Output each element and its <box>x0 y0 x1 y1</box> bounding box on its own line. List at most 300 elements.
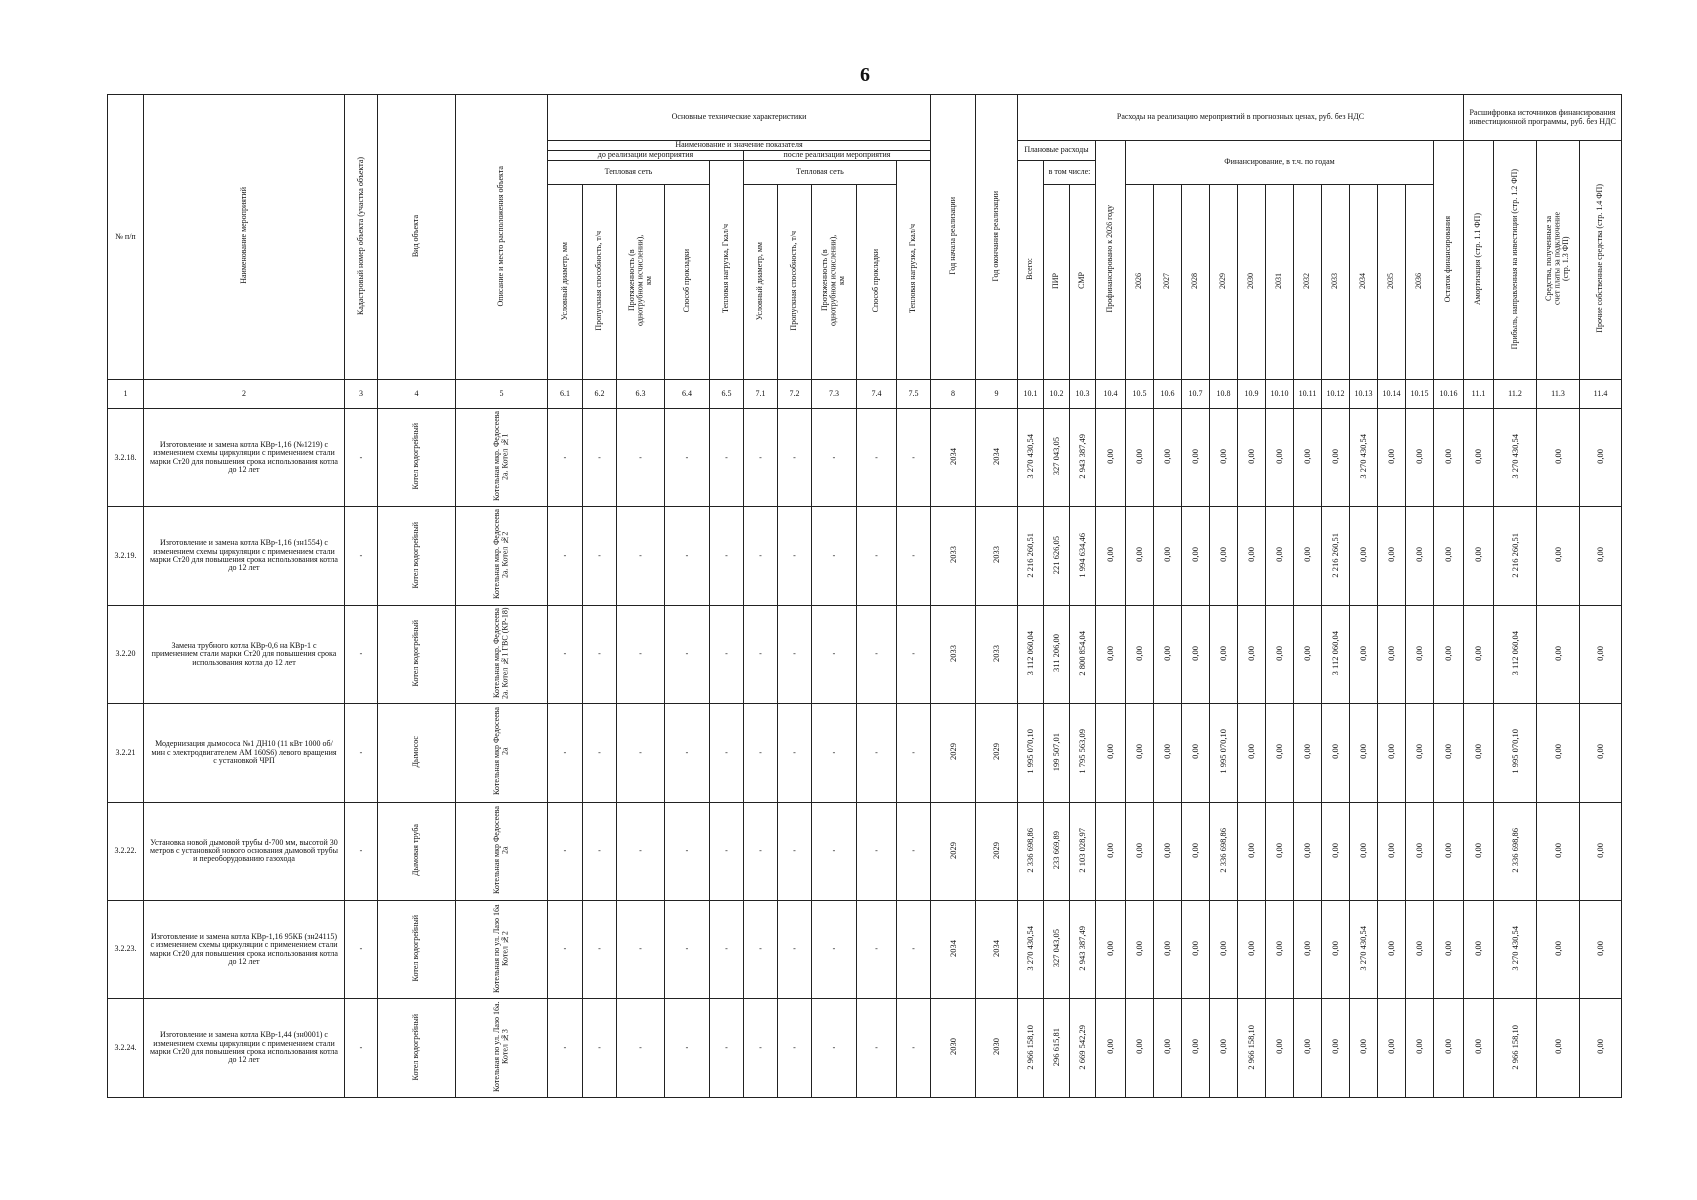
source-profit: 1 995 070,10 <box>1509 729 1520 774</box>
year-financing: 0,00 <box>1134 744 1145 760</box>
year-financing-cell <box>1266 704 1294 802</box>
tech-value: - <box>710 409 744 507</box>
source-other-own-cell <box>1580 507 1622 605</box>
year-financing-cell <box>1350 605 1378 703</box>
end-year-cell <box>976 900 1018 998</box>
tech-value: - <box>812 704 857 802</box>
object-type-cell <box>378 999 456 1097</box>
planned-total: 3 112 060,04 <box>1025 631 1036 676</box>
planned-smr-cell <box>1070 900 1096 998</box>
planned-smr-cell <box>1070 802 1096 900</box>
planned-smr: 2 943 387,49 <box>1077 434 1088 479</box>
end-year: 2033 <box>991 644 1002 662</box>
year-financing-cell <box>1182 802 1210 900</box>
year-financing: 0,00 <box>1358 842 1369 858</box>
object-type-cell <box>378 605 456 703</box>
source-amortization-cell <box>1464 409 1494 507</box>
tech-value: - <box>617 999 665 1097</box>
hdr-after: после реализации мероприятия <box>744 151 931 161</box>
year-financing-cell <box>1350 999 1378 1097</box>
hdr-total: Всего: <box>1018 161 1044 380</box>
start-year-cell <box>931 999 976 1097</box>
source-amortization: 0,00 <box>1473 547 1484 563</box>
hdr-year: 2027 <box>1154 185 1182 380</box>
hdr-year: 2032 <box>1294 185 1322 380</box>
object-location: Котельная мкр Федосеева 2а <box>492 806 510 895</box>
financed-prior: 0,00 <box>1105 842 1116 858</box>
column-number: 1 <box>108 380 144 409</box>
source-other-own-cell <box>1580 605 1622 703</box>
hdr-length-before: Протяженность (в однотрубном исчислении), км <box>617 185 665 380</box>
financed-prior: 0,00 <box>1105 744 1116 760</box>
year-financing: 0,00 <box>1190 547 1201 563</box>
column-number: 10.1 <box>1018 380 1044 409</box>
year-financing: 0,00 <box>1190 744 1201 760</box>
tech-value: - <box>744 409 778 507</box>
table-row <box>108 409 1622 507</box>
cadastral-number: - <box>345 900 378 998</box>
hdr-year: 2034 <box>1350 185 1378 380</box>
remainder-cell <box>1434 802 1464 900</box>
object-location: Котельная по ул. Лазо 16а Котел №2 <box>492 904 510 993</box>
year-financing-cell <box>1350 802 1378 900</box>
year-financing-cell <box>1182 409 1210 507</box>
tech-value: - <box>857 802 897 900</box>
tech-value: - <box>710 507 744 605</box>
year-financing-cell <box>1378 704 1406 802</box>
tech-value: - <box>665 507 710 605</box>
year-financing: 0,00 <box>1330 744 1341 760</box>
tech-value: - <box>857 999 897 1097</box>
planned-total-cell <box>1018 802 1044 900</box>
planned-total: 2 216 260,51 <box>1025 532 1036 578</box>
source-connection-fee-cell <box>1537 605 1580 703</box>
hdr-heat-network-after: Тепловая сеть <box>744 161 897 185</box>
year-financing: 0,00 <box>1162 941 1173 956</box>
year-financing-cell <box>1210 409 1238 507</box>
year-financing: 0,00 <box>1218 941 1229 956</box>
year-financing: 3 270 430,54 <box>1358 434 1369 479</box>
hdr-heat-load-after: Тепловая нагрузка, Гкал/ч <box>897 161 931 380</box>
year-financing: 2 216 260,51 <box>1330 532 1341 578</box>
year-financing-cell <box>1406 999 1434 1097</box>
column-number: 3 <box>345 380 378 409</box>
object-location-cell <box>456 900 548 998</box>
year-financing-cell <box>1266 409 1294 507</box>
start-year-cell <box>931 409 976 507</box>
planned-smr: 2 103 028,97 <box>1077 827 1088 873</box>
year-financing: 3 112 060,04 <box>1330 631 1341 676</box>
object-location-cell <box>456 999 548 1097</box>
column-number: 10.16 <box>1434 380 1464 409</box>
tech-value: - <box>617 409 665 507</box>
hdr-other-own: Прочие собственные средства (стр. 1.4 ФП) <box>1580 141 1622 380</box>
year-financing: 0,00 <box>1246 842 1257 858</box>
tech-value: - <box>583 409 617 507</box>
planned-smr-cell <box>1070 704 1096 802</box>
column-number-row <box>108 380 1622 409</box>
source-amortization: 0,00 <box>1473 941 1484 956</box>
year-financing-cell <box>1350 900 1378 998</box>
year-financing-cell <box>1126 704 1154 802</box>
start-year-cell <box>931 802 976 900</box>
hdr-smr: СМР <box>1070 185 1096 380</box>
row-number: 3.2.23. <box>108 900 144 998</box>
planned-pir: 327 043,05 <box>1051 929 1062 968</box>
hdr-no: № п/п <box>108 95 144 380</box>
source-amortization-cell <box>1464 605 1494 703</box>
year-financing-cell <box>1154 999 1182 1097</box>
remainder: 0,00 <box>1443 645 1454 661</box>
year-financing-cell <box>1406 409 1434 507</box>
tech-value: - <box>778 900 812 998</box>
financed-prior-cell <box>1096 605 1126 703</box>
object-type: Котел водогрейный <box>411 915 421 982</box>
measure-name: Установка новой дымовой трубы d-700 мм, высотой 30 метров с установкой нового основания дымовой трубы и переоборудованию газохода <box>144 802 345 900</box>
tech-value: - <box>778 409 812 507</box>
source-connection-fee-cell <box>1537 409 1580 507</box>
planned-total-cell <box>1018 999 1044 1097</box>
remainder-cell <box>1434 704 1464 802</box>
source-profit: 3 270 430,54 <box>1509 434 1520 479</box>
hdr-expenses-group: Расходы на реализацию мероприятий в прогнозных ценах, руб. без НДС <box>1018 95 1464 141</box>
object-type-cell <box>378 900 456 998</box>
year-financing: 0,00 <box>1414 941 1425 956</box>
year-financing: 0,00 <box>1414 1039 1425 1055</box>
hdr-laying-before: Способ прокладки <box>665 185 710 380</box>
planned-smr: 1 795 563,09 <box>1077 729 1088 774</box>
year-financing-cell <box>1406 900 1434 998</box>
object-location: Котельная мкр. Федосеева 2а. Котел №1 <box>492 411 510 502</box>
year-financing: 0,00 <box>1330 449 1341 464</box>
year-financing-cell <box>1294 507 1322 605</box>
year-financing: 0,00 <box>1218 449 1229 464</box>
column-number: 11.2 <box>1494 380 1537 409</box>
source-amortization: 0,00 <box>1473 842 1484 858</box>
year-financing: 0,00 <box>1302 842 1313 858</box>
planned-pir-cell <box>1044 999 1070 1097</box>
planned-smr-cell <box>1070 409 1096 507</box>
object-location: Котельная по ул. Лазо 16а. Котел №3 <box>492 1001 510 1093</box>
year-financing: 0,00 <box>1218 645 1229 661</box>
planned-smr-cell <box>1070 507 1096 605</box>
cadastral-number: - <box>345 999 378 1097</box>
year-financing-cell <box>1378 507 1406 605</box>
table-row <box>108 605 1622 703</box>
start-year-cell <box>931 900 976 998</box>
planned-pir-cell <box>1044 704 1070 802</box>
year-financing-cell <box>1266 507 1294 605</box>
object-type: Дымовая труба <box>411 824 421 876</box>
object-type: Котел водогрейный <box>411 1013 421 1081</box>
year-financing: 0,00 <box>1330 1039 1341 1055</box>
hdr-year: 2036 <box>1406 185 1434 380</box>
year-financing: 0,00 <box>1302 645 1313 661</box>
tech-value: - <box>778 507 812 605</box>
hdr-name: Наименование мероприятий <box>144 95 345 380</box>
column-number: 10.13 <box>1350 380 1378 409</box>
hdr-year: 2033 <box>1322 185 1350 380</box>
hdr-type: Вид объекта <box>378 95 456 380</box>
column-number: 10.2 <box>1044 380 1070 409</box>
measure-name: Замена трубного котла КВр-0,6 на КВр-1 с применением стали марки Ст20 для повышения срока использования котла до 12 лет <box>144 605 345 703</box>
hdr-indicator-group: Наименование и значение показателя <box>548 141 931 151</box>
year-financing-cell <box>1210 704 1238 802</box>
year-financing: 0,00 <box>1162 449 1173 464</box>
year-financing: 0,00 <box>1218 547 1229 563</box>
year-financing-cell <box>1238 507 1266 605</box>
planned-pir: 221 626,05 <box>1051 535 1062 575</box>
tech-value: - <box>744 900 778 998</box>
year-financing-cell <box>1126 507 1154 605</box>
hdr-diameter-before: Условный диаметр, мм <box>548 185 583 380</box>
source-other-own: 0,00 <box>1595 645 1606 661</box>
year-financing-cell <box>1126 409 1154 507</box>
tech-value: - <box>897 704 931 802</box>
planned-smr-cell <box>1070 999 1096 1097</box>
object-type-cell <box>378 507 456 605</box>
year-financing: 0,00 <box>1358 547 1369 563</box>
end-year-cell <box>976 409 1018 507</box>
source-amortization: 0,00 <box>1473 1039 1484 1055</box>
start-year-cell <box>931 507 976 605</box>
year-financing: 0,00 <box>1386 547 1397 563</box>
hdr-laying-after: Способ прокладки <box>857 185 897 380</box>
financed-prior-cell <box>1096 704 1126 802</box>
year-financing: 0,00 <box>1246 547 1257 563</box>
table-row <box>108 802 1622 900</box>
column-number: 6.2 <box>583 380 617 409</box>
source-other-own: 0,00 <box>1595 941 1606 956</box>
year-financing: 0,00 <box>1190 1039 1201 1055</box>
planned-pir-cell <box>1044 507 1070 605</box>
hdr-length-after: Протяженность (в однотрубном исчислении), км <box>812 185 857 380</box>
object-location-cell <box>456 507 548 605</box>
tech-value: - <box>897 507 931 605</box>
year-financing-cell <box>1406 507 1434 605</box>
column-number: 10.11 <box>1294 380 1322 409</box>
year-financing: 0,00 <box>1358 1039 1369 1055</box>
start-year: 2033 <box>947 546 958 564</box>
tech-value: - <box>897 999 931 1097</box>
end-year: 2033 <box>991 546 1002 564</box>
hdr-cadastral: Кадастровый номер объекта (участка объекта) <box>345 95 378 380</box>
source-connection-fee: 0,00 <box>1552 744 1563 760</box>
tech-value: - <box>583 704 617 802</box>
tech-value: - <box>778 704 812 802</box>
year-financing: 0,00 <box>1190 842 1201 858</box>
page-number: 6 <box>860 64 870 86</box>
financed-prior: 0,00 <box>1105 547 1116 563</box>
end-year-cell <box>976 704 1018 802</box>
year-financing: 0,00 <box>1274 645 1285 661</box>
column-number: 2 <box>144 380 345 409</box>
measure-name: Изготовление и замена котла КВр-1,44 (зн0001) с изменением схемы циркуляции с применением стали марки Ст20 для повышения срока использования котла до 12 лет <box>144 999 345 1097</box>
hdr-heat-load-before: Тепловая нагрузка, Гкал/ч <box>710 161 744 380</box>
source-profit: 3 112 060,04 <box>1509 631 1520 676</box>
tech-value: - <box>812 605 857 703</box>
year-financing: 0,00 <box>1414 744 1425 760</box>
year-financing-cell <box>1266 802 1294 900</box>
year-financing: 0,00 <box>1218 1039 1229 1055</box>
end-year: 2030 <box>991 1038 1002 1056</box>
financed-prior-cell <box>1096 999 1126 1097</box>
tech-value: - <box>812 507 857 605</box>
tech-value: - <box>710 900 744 998</box>
remainder-cell <box>1434 605 1464 703</box>
year-financing-cell <box>1154 605 1182 703</box>
year-financing-cell <box>1126 999 1154 1097</box>
start-year: 2029 <box>947 841 958 859</box>
planned-pir-cell <box>1044 900 1070 998</box>
hdr-start-year: Год начала реализации <box>931 95 976 380</box>
year-financing-cell <box>1322 507 1350 605</box>
year-financing-cell <box>1294 999 1322 1097</box>
year-financing-cell <box>1350 704 1378 802</box>
tech-value: - <box>778 802 812 900</box>
table-row <box>108 900 1622 998</box>
hdr-by-years: Финансирование, в т.ч. по годам <box>1126 141 1434 185</box>
remainder-cell <box>1434 409 1464 507</box>
hdr-sources-group: Расшифровка источников финансирования инвестиционной программы, руб. без НДС <box>1464 95 1622 141</box>
year-financing: 0,00 <box>1274 842 1285 858</box>
source-connection-fee: 0,00 <box>1552 449 1563 464</box>
column-number: 10.8 <box>1210 380 1238 409</box>
year-financing-cell <box>1378 999 1406 1097</box>
start-year-cell <box>931 704 976 802</box>
year-financing-cell <box>1210 802 1238 900</box>
tech-value: - <box>857 605 897 703</box>
year-financing-cell <box>1378 802 1406 900</box>
cadastral-number: - <box>345 507 378 605</box>
planned-total-cell <box>1018 507 1044 605</box>
source-amortization-cell <box>1464 802 1494 900</box>
source-other-own: 0,00 <box>1595 744 1606 760</box>
year-financing-cell <box>1350 409 1378 507</box>
measure-name: Изготовление и замена котла КВр-1,16 (зн1554) с изменением схемы циркуляции с применением стали марки Ст20 для повышения срока использования котла до 12 лет <box>144 507 345 605</box>
year-financing: 0,00 <box>1162 547 1173 563</box>
tech-value: - <box>710 802 744 900</box>
tech-value: - <box>897 605 931 703</box>
year-financing-cell <box>1154 507 1182 605</box>
source-connection-fee: 0,00 <box>1552 941 1563 956</box>
tech-value: - <box>744 704 778 802</box>
hdr-heat-network-before: Тепловая сеть <box>548 161 710 185</box>
tech-value: - <box>812 999 857 1097</box>
tech-value: - <box>665 999 710 1097</box>
column-number: 7.2 <box>778 380 812 409</box>
year-financing: 0,00 <box>1386 842 1397 858</box>
source-other-own: 0,00 <box>1595 547 1606 563</box>
year-financing-cell <box>1154 802 1182 900</box>
year-financing: 0,00 <box>1134 1039 1145 1055</box>
column-number: 9 <box>976 380 1018 409</box>
tech-value: - <box>710 704 744 802</box>
year-financing: 0,00 <box>1414 645 1425 661</box>
column-number: 6.5 <box>710 380 744 409</box>
hdr-end-year: Год окончания реализации <box>976 95 1018 380</box>
year-financing: 0,00 <box>1358 645 1369 661</box>
financed-prior-cell <box>1096 900 1126 998</box>
year-financing: 0,00 <box>1386 1039 1397 1055</box>
year-financing: 0,00 <box>1386 744 1397 760</box>
planned-pir: 199 507,01 <box>1051 732 1062 771</box>
planned-pir: 233 669,89 <box>1051 830 1062 870</box>
hdr-pir: ПИР <box>1044 185 1070 380</box>
source-other-own-cell <box>1580 999 1622 1097</box>
remainder: 0,00 <box>1443 547 1454 563</box>
tech-value: - <box>665 704 710 802</box>
planned-pir-cell <box>1044 802 1070 900</box>
year-financing: 1 995 070,10 <box>1218 729 1229 774</box>
row-number: 3.2.18. <box>108 409 144 507</box>
year-financing-cell <box>1378 605 1406 703</box>
year-financing-cell <box>1154 409 1182 507</box>
financed-prior: 0,00 <box>1105 645 1116 661</box>
year-financing: 2 336 698,86 <box>1218 827 1229 873</box>
year-financing-cell <box>1294 900 1322 998</box>
year-financing-cell <box>1350 507 1378 605</box>
object-type: Котел водогрейный <box>411 620 421 687</box>
tech-value: - <box>617 802 665 900</box>
investment-program-table <box>107 94 1622 1098</box>
table-row <box>108 999 1622 1097</box>
year-financing: 0,00 <box>1414 449 1425 464</box>
object-type-cell <box>378 704 456 802</box>
row-number: 3.2.24. <box>108 999 144 1097</box>
column-number: 10.4 <box>1096 380 1126 409</box>
year-financing-cell <box>1126 605 1154 703</box>
source-profit: 2 216 260,51 <box>1509 532 1520 578</box>
year-financing-cell <box>1406 704 1434 802</box>
tech-value: - <box>617 704 665 802</box>
column-number: 6.4 <box>665 380 710 409</box>
source-profit-cell <box>1494 409 1537 507</box>
year-financing: 0,00 <box>1134 449 1145 464</box>
column-number: 7.4 <box>857 380 897 409</box>
year-financing-cell <box>1322 900 1350 998</box>
year-financing: 0,00 <box>1274 547 1285 563</box>
financed-prior: 0,00 <box>1105 1039 1116 1055</box>
hdr-year: 2030 <box>1238 185 1266 380</box>
year-financing: 3 270 430,54 <box>1358 926 1369 971</box>
column-number: 10.9 <box>1238 380 1266 409</box>
tech-value: - <box>897 802 931 900</box>
year-financing: 0,00 <box>1134 645 1145 661</box>
row-number: 3.2.22. <box>108 802 144 900</box>
year-financing-cell <box>1210 900 1238 998</box>
end-year: 2034 <box>991 448 1002 465</box>
hdr-before: до реализации мероприятия <box>548 151 744 161</box>
year-financing: 0,00 <box>1386 645 1397 661</box>
year-financing-cell <box>1322 409 1350 507</box>
year-financing: 0,00 <box>1302 449 1313 464</box>
year-financing-cell <box>1294 704 1322 802</box>
column-number: 4 <box>378 380 456 409</box>
year-financing: 0,00 <box>1302 547 1313 563</box>
tech-value: - <box>617 507 665 605</box>
tech-value: - <box>710 999 744 1097</box>
year-financing: 0,00 <box>1134 842 1145 858</box>
hdr-year: 2031 <box>1266 185 1294 380</box>
cadastral-number: - <box>345 605 378 703</box>
hdr-remainder: Остаток финансирования <box>1434 141 1464 380</box>
object-type: Котел водогрейный <box>411 521 421 589</box>
tech-value: - <box>812 802 857 900</box>
year-financing: 0,00 <box>1414 547 1425 563</box>
end-year-cell <box>976 802 1018 900</box>
source-connection-fee: 0,00 <box>1552 842 1563 858</box>
